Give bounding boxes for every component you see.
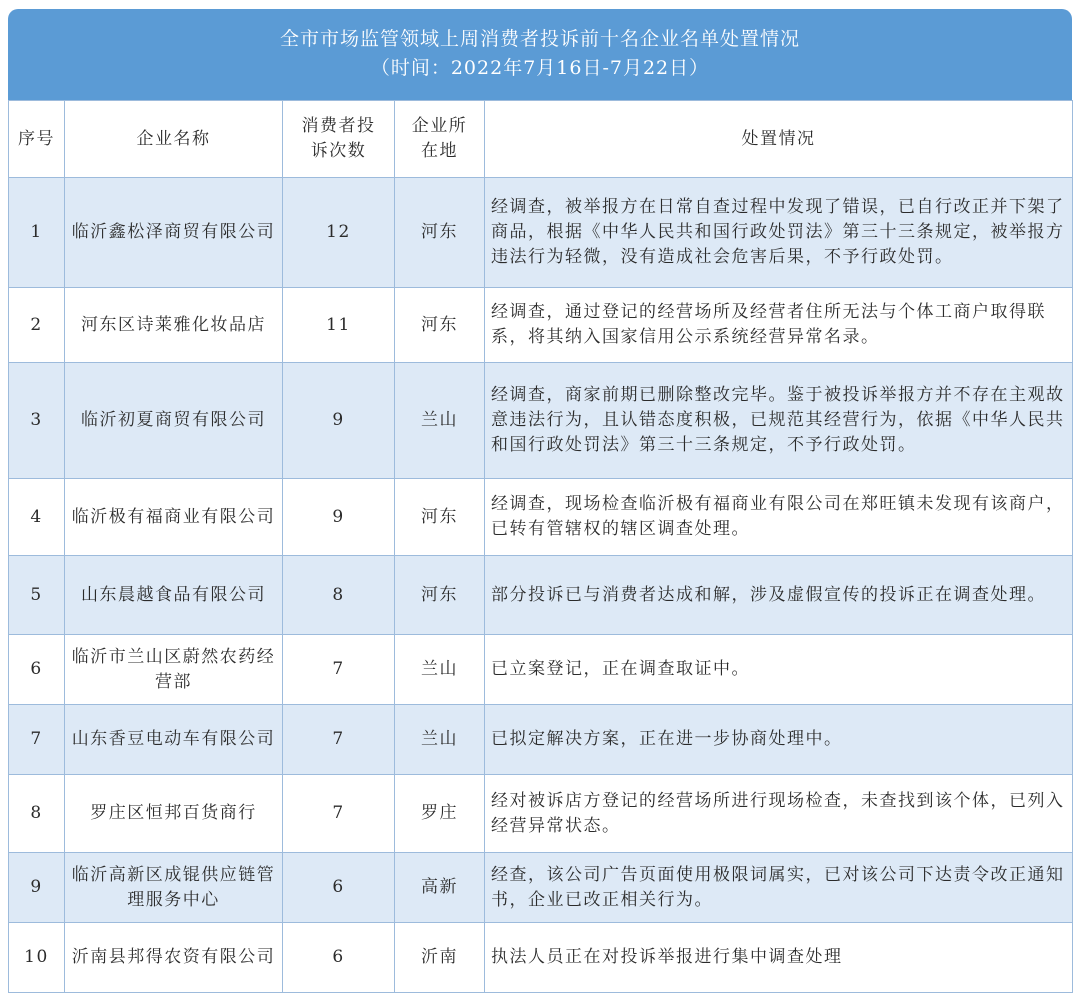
row-index: 10 <box>9 923 65 993</box>
row-company: 临沂市兰山区蔚然农药经营部 <box>65 635 283 705</box>
row-index: 2 <box>9 288 65 363</box>
row-count: 6 <box>283 923 395 993</box>
table-row <box>9 556 1073 635</box>
table-row <box>9 853 1073 923</box>
row-location: 兰山 <box>395 705 485 775</box>
row-handling: 经查，该公司广告页面使用极限词属实，已对该公司下达责令改正通知书，企业已改正相关行为。 <box>485 853 1073 923</box>
table-title: 全市市场监管领域上周消费者投诉前十名企业名单处置情况 <box>279 28 800 50</box>
row-company: 沂南县邦得农资有限公司 <box>65 923 283 993</box>
row-handling: 经对被诉店方登记的经营场所进行现场检查，未查找到该个体，已列入经营异常状态。 <box>485 775 1073 853</box>
row-handling: 执法人员正在对投诉举报进行集中调查处理 <box>485 923 1073 993</box>
row-location: 兰山 <box>395 363 485 479</box>
row-handling: 经调查，现场检查临沂极有福商业有限公司在郑旺镇未发现有该商户，已转有管辖权的辖区调查处理。 <box>485 479 1073 556</box>
row-company: 临沂极有福商业有限公司 <box>65 479 283 556</box>
row-handling: 经调查，被举报方在日常自查过程中发现了错误，已自行改正并下架了商品，根据《中华人民共和国行政处罚法》第三十三条规定，被举报方违法行为轻微，没有造成社会危害后果，不予行政处罚。 <box>485 178 1073 288</box>
row-count: 7 <box>283 705 395 775</box>
row-company: 临沂高新区成锟供应链管理服务中心 <box>65 853 283 923</box>
table-title-banner <box>8 9 1072 100</box>
row-location: 高新 <box>395 853 485 923</box>
row-handling: 已拟定解决方案，正在进一步协商处理中。 <box>485 705 1073 775</box>
complaint-table <box>8 100 1073 993</box>
row-count: 7 <box>283 635 395 705</box>
row-location: 沂南 <box>395 923 485 993</box>
header-count: 消费者投诉次数 <box>283 101 395 178</box>
row-company: 罗庄区恒邦百货商行 <box>65 775 283 853</box>
header-company: 企业名称 <box>65 101 283 178</box>
row-index: 8 <box>9 775 65 853</box>
row-company: 山东香豆电动车有限公司 <box>65 705 283 775</box>
table-row <box>9 705 1073 775</box>
row-count: 12 <box>283 178 395 288</box>
row-handling: 经调查，通过登记的经营场所及经营者住所无法与个体工商户取得联系，将其纳入国家信用公示系统经营异常名录。 <box>485 288 1073 363</box>
table-header-row <box>9 101 1073 178</box>
header-index: 序号 <box>9 101 65 178</box>
row-index: 5 <box>9 556 65 635</box>
row-index: 9 <box>9 853 65 923</box>
row-location: 兰山 <box>395 635 485 705</box>
row-handling: 部分投诉已与消费者达成和解，涉及虚假宣传的投诉正在调查处理。 <box>485 556 1073 635</box>
row-location: 河东 <box>395 288 485 363</box>
table-row <box>9 178 1073 288</box>
row-count: 6 <box>283 853 395 923</box>
row-count: 9 <box>283 479 395 556</box>
row-count: 7 <box>283 775 395 853</box>
row-location: 河东 <box>395 178 485 288</box>
row-index: 7 <box>9 705 65 775</box>
row-location: 罗庄 <box>395 775 485 853</box>
row-index: 6 <box>9 635 65 705</box>
row-company: 临沂鑫松泽商贸有限公司 <box>65 178 283 288</box>
table-row <box>9 363 1073 479</box>
complaint-table-container <box>8 9 1072 993</box>
table-row <box>9 775 1073 853</box>
row-location: 河东 <box>395 479 485 556</box>
row-count: 9 <box>283 363 395 479</box>
table-subtitle: （时间：2022年7月16日-7月22日） <box>370 57 710 79</box>
row-count: 11 <box>283 288 395 363</box>
row-company: 临沂初夏商贸有限公司 <box>65 363 283 479</box>
table-row <box>9 923 1073 993</box>
row-handling: 已立案登记，正在调查取证中。 <box>485 635 1073 705</box>
table-row <box>9 479 1073 556</box>
row-location: 河东 <box>395 556 485 635</box>
row-handling: 经调查，商家前期已删除整改完毕。鉴于被投诉举报方并不存在主观故意违法行为，且认错态度积极，已规范其经营行为，依据《中华人民共和国行政处罚法》第三十三条规定，不予行政处罚。 <box>485 363 1073 479</box>
header-location: 企业所在地 <box>395 101 485 178</box>
row-company: 河东区诗莱雅化妆品店 <box>65 288 283 363</box>
table-row <box>9 635 1073 705</box>
row-company: 山东晨越食品有限公司 <box>65 556 283 635</box>
row-index: 3 <box>9 363 65 479</box>
header-handling: 处置情况 <box>485 101 1073 178</box>
row-count: 8 <box>283 556 395 635</box>
table-row <box>9 288 1073 363</box>
row-index: 4 <box>9 479 65 556</box>
row-index: 1 <box>9 178 65 288</box>
